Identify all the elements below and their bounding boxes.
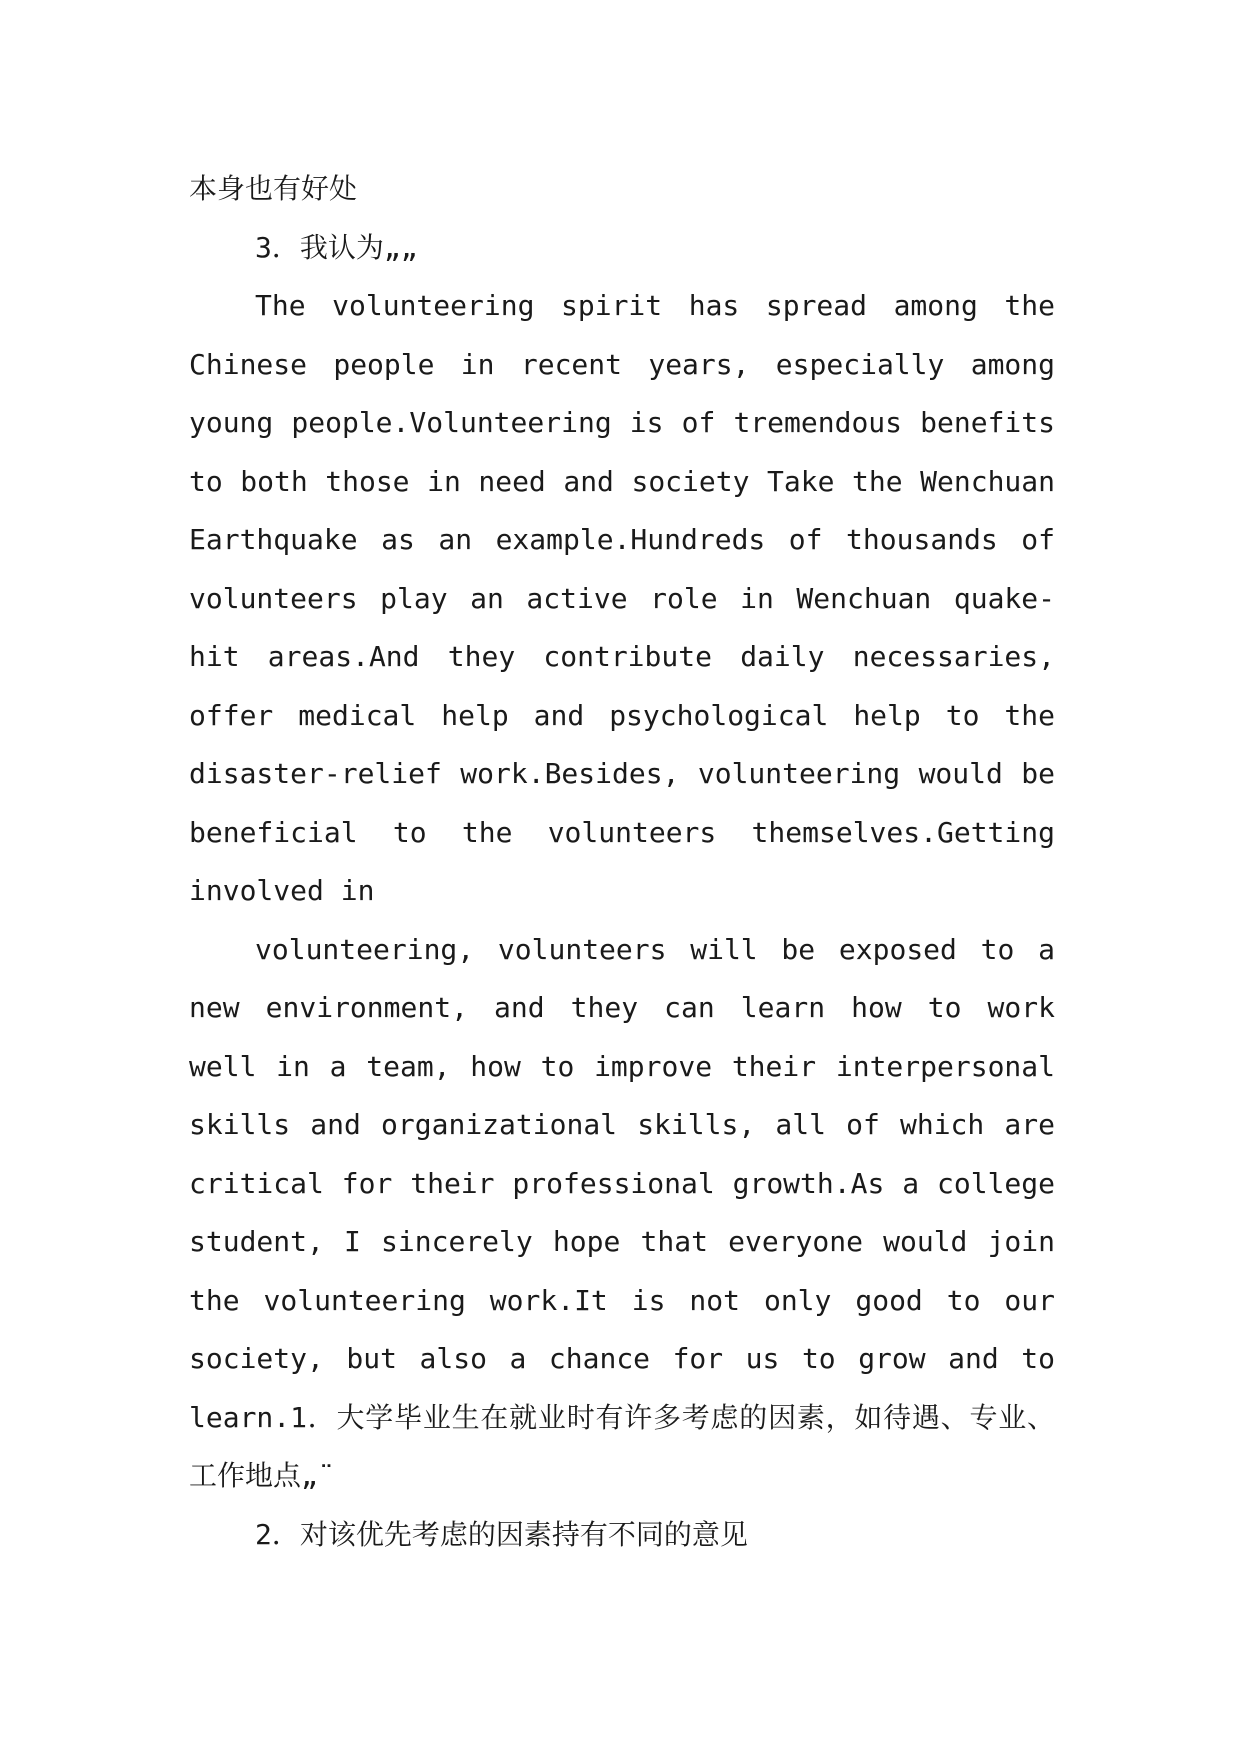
paragraph-point-3: 3．我认为„„ [255,230,418,264]
document-body [189,160,1055,1564]
paragraph-point-2: 2．对该优先考虑的因素持有不同的意见 [255,1517,748,1551]
paragraph-continuation: 本身也有好处 [189,172,358,205]
paragraph-essay-part-2: volunteering, volunteers will be exposed to a new environment, and they can learn how to work well in a team, how to improve their interpersonal skills and organizational skills, all of which are critical for their professional growth.As a college student, I sincerely hope that everyone would join the volunteering work.It is not only good to our society, but also a chance for us to grow and to learn.1．大学毕业生在就业时有许多考虑的因素，如待遇、专业、工作地点„¨ [189,932,1055,1492]
paragraph-essay-part-1: The volunteering spirit has spread among the Chinese people in recent years, especially among young people.Volunteering is of tremendous benefits to both those in need and society Take the Wenchuan Earthquake as an example.Hundreds of thousands of volunteers play an active role in Wenchuan quake-hit areas.And they contribute daily necessaries, offer medical help and psychological help to the disaster-relief work.Besides, volunteering would be beneficial to the volunteers themselves.Getting involved in [189,289,1055,907]
